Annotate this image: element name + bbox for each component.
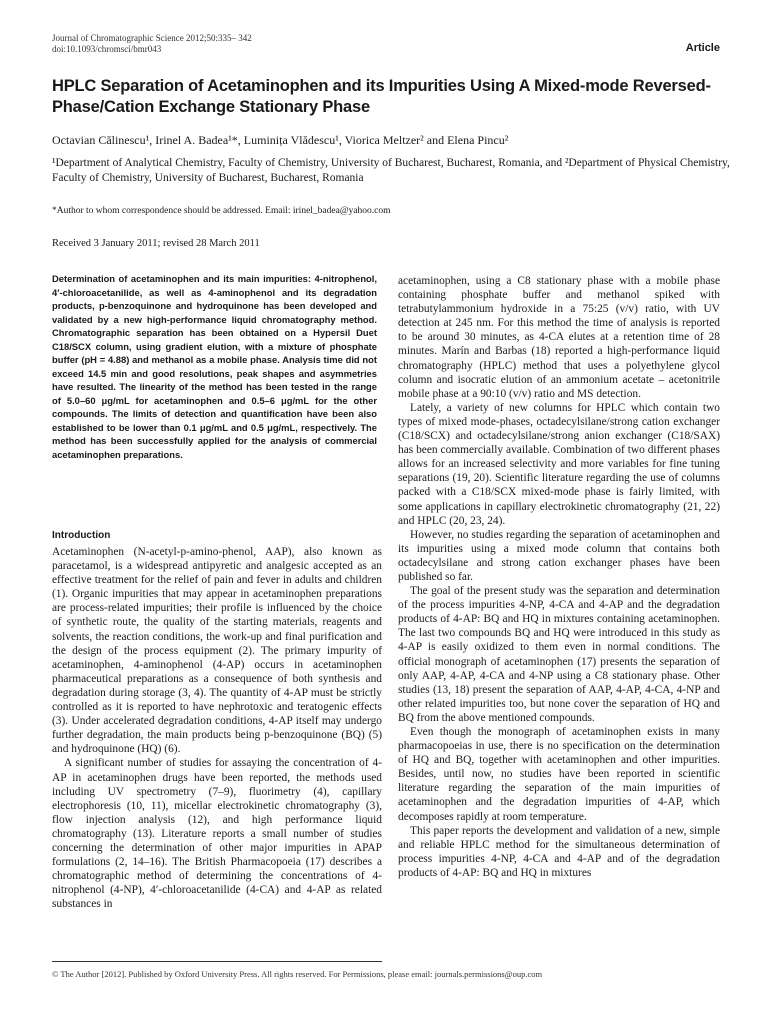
abstract: Determination of acetaminophen and its main impurities: 4-nitrophenol, 4′-chloroacetanilide, as well as 4-aminophenol and its degradation products, p-benzoquinone and hydroquinone has been developed and validated by a new high-performance liquid chromatography method. Chromatographic separation has been obtained on a Hypersil Duet C18/SCX column, using gradient elution, with a mixture of phosphate buffer (pH = 4.88) and methanol as a mobile phase. Analysis time did not exceed 14.5 min and good resolutions, peak shapes and asymmetries have resulted. The linearity of the method has been tested in the range of 5.0–60 μg/mL for acetaminophen and 0.5–6 μg/mL for the other compounds. The limits of detection and quantification have been also established to be lower than 0.1 μg/mL and 0.5 μg/mL, respectively. The method has been successfully applied for the analysis of commercial acetaminophen preparations. bbox=[52, 273, 377, 460]
affiliations: ¹Department of Analytical Chemistry, Faculty of Chemistry, University of Bucharest, Bucharest, Romania, and ²Department of Physical Chemistry, Faculty of Chemistry, University of Bucharest, Bucharest, Romania bbox=[52, 157, 730, 184]
article-type-label: Article bbox=[685, 42, 720, 54]
doi[interactable]: doi:10.1093/chromsci/bmr043 bbox=[52, 44, 162, 54]
paragraph: Acetaminophen (N-acetyl-p-amino-phenol, AAP), also known as paracetamol, is a widespread antipyretic and analgesic accepted as an effective treatment for the relief of pain and fever in adults and children (1). Organic impurities that may appear in acetaminophen preparations are process-related impurities; their profile is influenced by the choice of synthetic route, the quality of the starting materials, reagents and solvents, the reaction conditions, the work-up and final purification and the design of the process equipment (2). The primary impurity of acetaminophen, 4-aminophenol (4-AP) occurs in acetaminophen pharmaceutical preparations as a consequence of both synthesis and degradation during storage (3, 4). The quantity of 4-AP must be strictly controlled as it is reported to have nephrotoxic and teratogenic effects (3). Under accelerated degradation conditions, 4-AP itself may undergo further degradation, the main products being p-benzoquinone (BQ) (5) and hydroquinone (HQ) (6). bbox=[52, 546, 382, 756]
paragraph: A significant number of studies for assaying the concentration of 4-AP in acetaminophen drugs have been reported, the methods used including UV spectrometry (7–9), fluorimetry (4), capillary electrophoresis (10, 11), micellar electrokinetic chromatography (3), flow injection analysis (12), and high performance liquid chromatography (13). Literature reports a small number of studies concerning the determination of other major impurities in APAP formulations (2, 14–16). The British Pharmacopoeia (17) describes a chromatographic method of determining the concentrations of 4-nitrophenol (4-NP), 4′-chloroacetanilide (4-CA) and 4-AP as related substances in bbox=[52, 757, 382, 911]
paragraph: Lately, a variety of new columns for HPLC which contain two types of mixed mode-phases, octadecylsilane/strong cation exchanger (C18/SCX) and octadecylsilane/strong anion exchanger (C18/SAX) has been commercially available. Combination of two different phases allows for an increased selectivity and more variables for fine tuning separations (19, 20). Scientific literature regarding the use of columns packed with a C18/SCX mixed-mode phase is fairly limited, with some applications in capillary electrokinetic chromatography (21, 22) and HPLC (20, 23, 24). bbox=[398, 401, 720, 527]
copyright-footer: © The Author [2012]. Published by Oxford University Press. All rights reserved. For Permissions, please email: journals.permissions@oup.com bbox=[52, 969, 543, 979]
journal-citation: Journal of Chromatographic Science 2012;50:335– 342 bbox=[52, 33, 252, 43]
paragraph: However, no studies regarding the separation of acetaminophen and its impurities using a mixed mode column that contains both octadecylsilane and strong cation exchanger phases have been published so far. bbox=[398, 528, 720, 583]
received-dates: Received 3 January 2011; revised 28 March 2011 bbox=[52, 238, 260, 249]
section-heading-introduction: Introduction bbox=[52, 530, 111, 541]
footer-divider bbox=[52, 961, 382, 962]
correspondence-note: *Author to whom correspondence should be addressed. Email: irinel_badea@yahoo.com bbox=[52, 206, 391, 216]
paragraph: acetaminophen, using a C8 stationary phase with a mobile phase containing phosphate buffer and methanol spiked with tetrabutylammonium hydroxide in a 75:25 (v/v) ratio, with UV detection at 245 nm. For this method the time of analysis is reported to be around 30 minutes, as 4-CA elutes at a retention time of 28 minutes. Marín and Barbas (18) reported a high-performance liquid chromatography (HPLC) method that uses a polyethylene glycol column and isocratic elution of an ammonium acetate – acetonitrile mobile phase at a 90:10 (v/v) ratio and MS detection. bbox=[398, 275, 720, 400]
paragraph: This paper reports the development and validation of a new, simple and reliable HPLC method for the simultaneous determination of process impurities 4-NP, 4-CA and 4-AP and of the degradation products of 4-AP: BQ and HQ in mixtures bbox=[398, 824, 720, 879]
paragraph: The goal of the present study was the separation and determination of the process impurities 4-NP, 4-CA and 4-AP and the degradation products of 4-AP: BQ and HQ in mixtures containing acetaminophen. The last two compounds BQ and HQ were introduced in this study as 4-AP is easily oxidized to them even in normal conditions. The official monograph of acetaminophen (17) presents the separation of only AAP, 4-AP, 4-CA and 4-NP using a C8 stationary phase. Other studies (13, 18) present the separation of AAP, 4-AP, 4-CA, 4-NP and other related impurities too, but none cover the separation of HQ and BQ from the above mentioned compounds. bbox=[398, 585, 720, 724]
paper-title: HPLC Separation of Acetaminophen and its Impurities Using A Mixed-mode Reversed-Phase/Cation Exchange Stationary Phase bbox=[52, 77, 711, 116]
left-column-body bbox=[52, 545, 382, 911]
author-list: Octavian Călinescu¹, Irinel A. Badea¹*, Luminița Vlădescu¹, Viorica Meltzer² and Elena Pincu² bbox=[52, 133, 509, 147]
right-column-body bbox=[398, 274, 720, 880]
paragraph: Even though the monograph of acetaminophen exists in many pharmacopoeias in use, there is no specification on the determination of HQ and BQ, together with acetaminophen and other impurities. Besides, until now, no studies have been reported in scientific literature regarding the separation of the main impurities of acetaminophen and the degradation impurities of 4-AP, which decomposes rapidly at room temperature. bbox=[398, 726, 720, 823]
journal-header bbox=[52, 33, 252, 55]
